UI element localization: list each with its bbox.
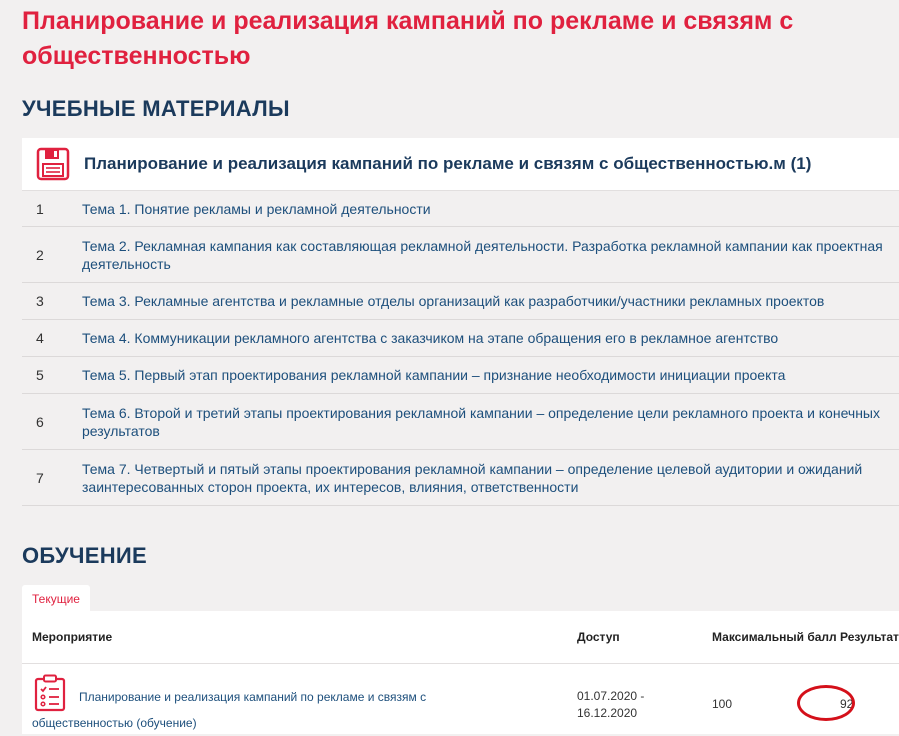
- topic-link[interactable]: Тема 3. Рекламные агентства и рекламные отделы организаций как разработчики/участники рекламных проектов: [82, 293, 825, 309]
- topic-link[interactable]: Тема 6. Второй и третий этапы проектирования рекламной кампании – определение цели рекламного проекта и конечных результатов: [82, 404, 880, 439]
- event-link[interactable]: Планирование и реализация кампаний по рекламе и связям с общественностью (обучение): [32, 690, 427, 730]
- course-header[interactable]: [22, 138, 899, 191]
- topic-row: [22, 191, 899, 227]
- topic-link[interactable]: Тема 2. Рекламная кампания как составляющая рекламной деятельности. Разработка рекламной кампании как проектная деятельность: [82, 237, 883, 272]
- max-score: 100: [712, 697, 733, 711]
- table-row: [22, 664, 899, 734]
- topic-number: 5: [36, 367, 44, 383]
- topic-row: [22, 394, 899, 450]
- column-header-event[interactable]: Мероприятие: [32, 629, 113, 644]
- topic-number: 7: [36, 469, 44, 486]
- topic-row: [22, 357, 899, 394]
- topic-link[interactable]: Тема 7. Четвертый и пятый этапы проектирования рекламной кампании – определение целевой аудитории и ожиданий заинтересованных сторон проекта, их интересов, влияния, ответственности: [82, 460, 863, 495]
- tab-current[interactable]: Текущие: [22, 585, 90, 611]
- materials-list: [22, 138, 899, 506]
- topic-number: 2: [36, 246, 44, 263]
- topic-link[interactable]: Тема 5. Первый этап проектирования рекламной кампании – признание необходимости инициации проекта: [82, 367, 786, 383]
- course-title[interactable]: Планирование и реализация кампаний по рекламе и связям с общественностью.м (1): [84, 154, 812, 173]
- learning-tabs: [22, 585, 90, 611]
- topic-number: 3: [36, 293, 44, 309]
- floppy-document-icon: [36, 147, 70, 181]
- topic-number: 4: [36, 330, 44, 346]
- topic-link[interactable]: Тема 4. Коммуникации рекламного агентства с заказчиком на этапе обращения его в рекламное агентство: [82, 330, 779, 346]
- column-header-result[interactable]: Результат: [840, 629, 899, 644]
- topic-row: [22, 320, 899, 357]
- result-highlight-oval: [797, 685, 855, 721]
- result-score: 92: [840, 697, 854, 711]
- column-header-access[interactable]: Доступ: [577, 629, 620, 644]
- topic-row: [22, 450, 899, 506]
- topic-number: 1: [36, 200, 44, 217]
- column-header-max-score[interactable]: Максимальный балл: [712, 629, 837, 644]
- table-header: [22, 611, 899, 664]
- learning-section-title: ОБУЧЕНИЕ: [22, 543, 147, 568]
- topic-link[interactable]: Тема 1. Понятие рекламы и рекламной деятельности: [82, 200, 431, 217]
- page-title: Планирование и реализация кампаний по рекламе и связям с общественностью: [22, 7, 794, 70]
- topic-row: [22, 283, 899, 320]
- topic-number: 6: [36, 413, 44, 430]
- materials-section-title: УЧЕБНЫЕ МАТЕРИАЛЫ: [22, 96, 290, 121]
- learning-table: [22, 611, 899, 734]
- access-period: 01.07.2020 - 16.12.2020: [577, 689, 645, 720]
- topic-row: [22, 227, 899, 283]
